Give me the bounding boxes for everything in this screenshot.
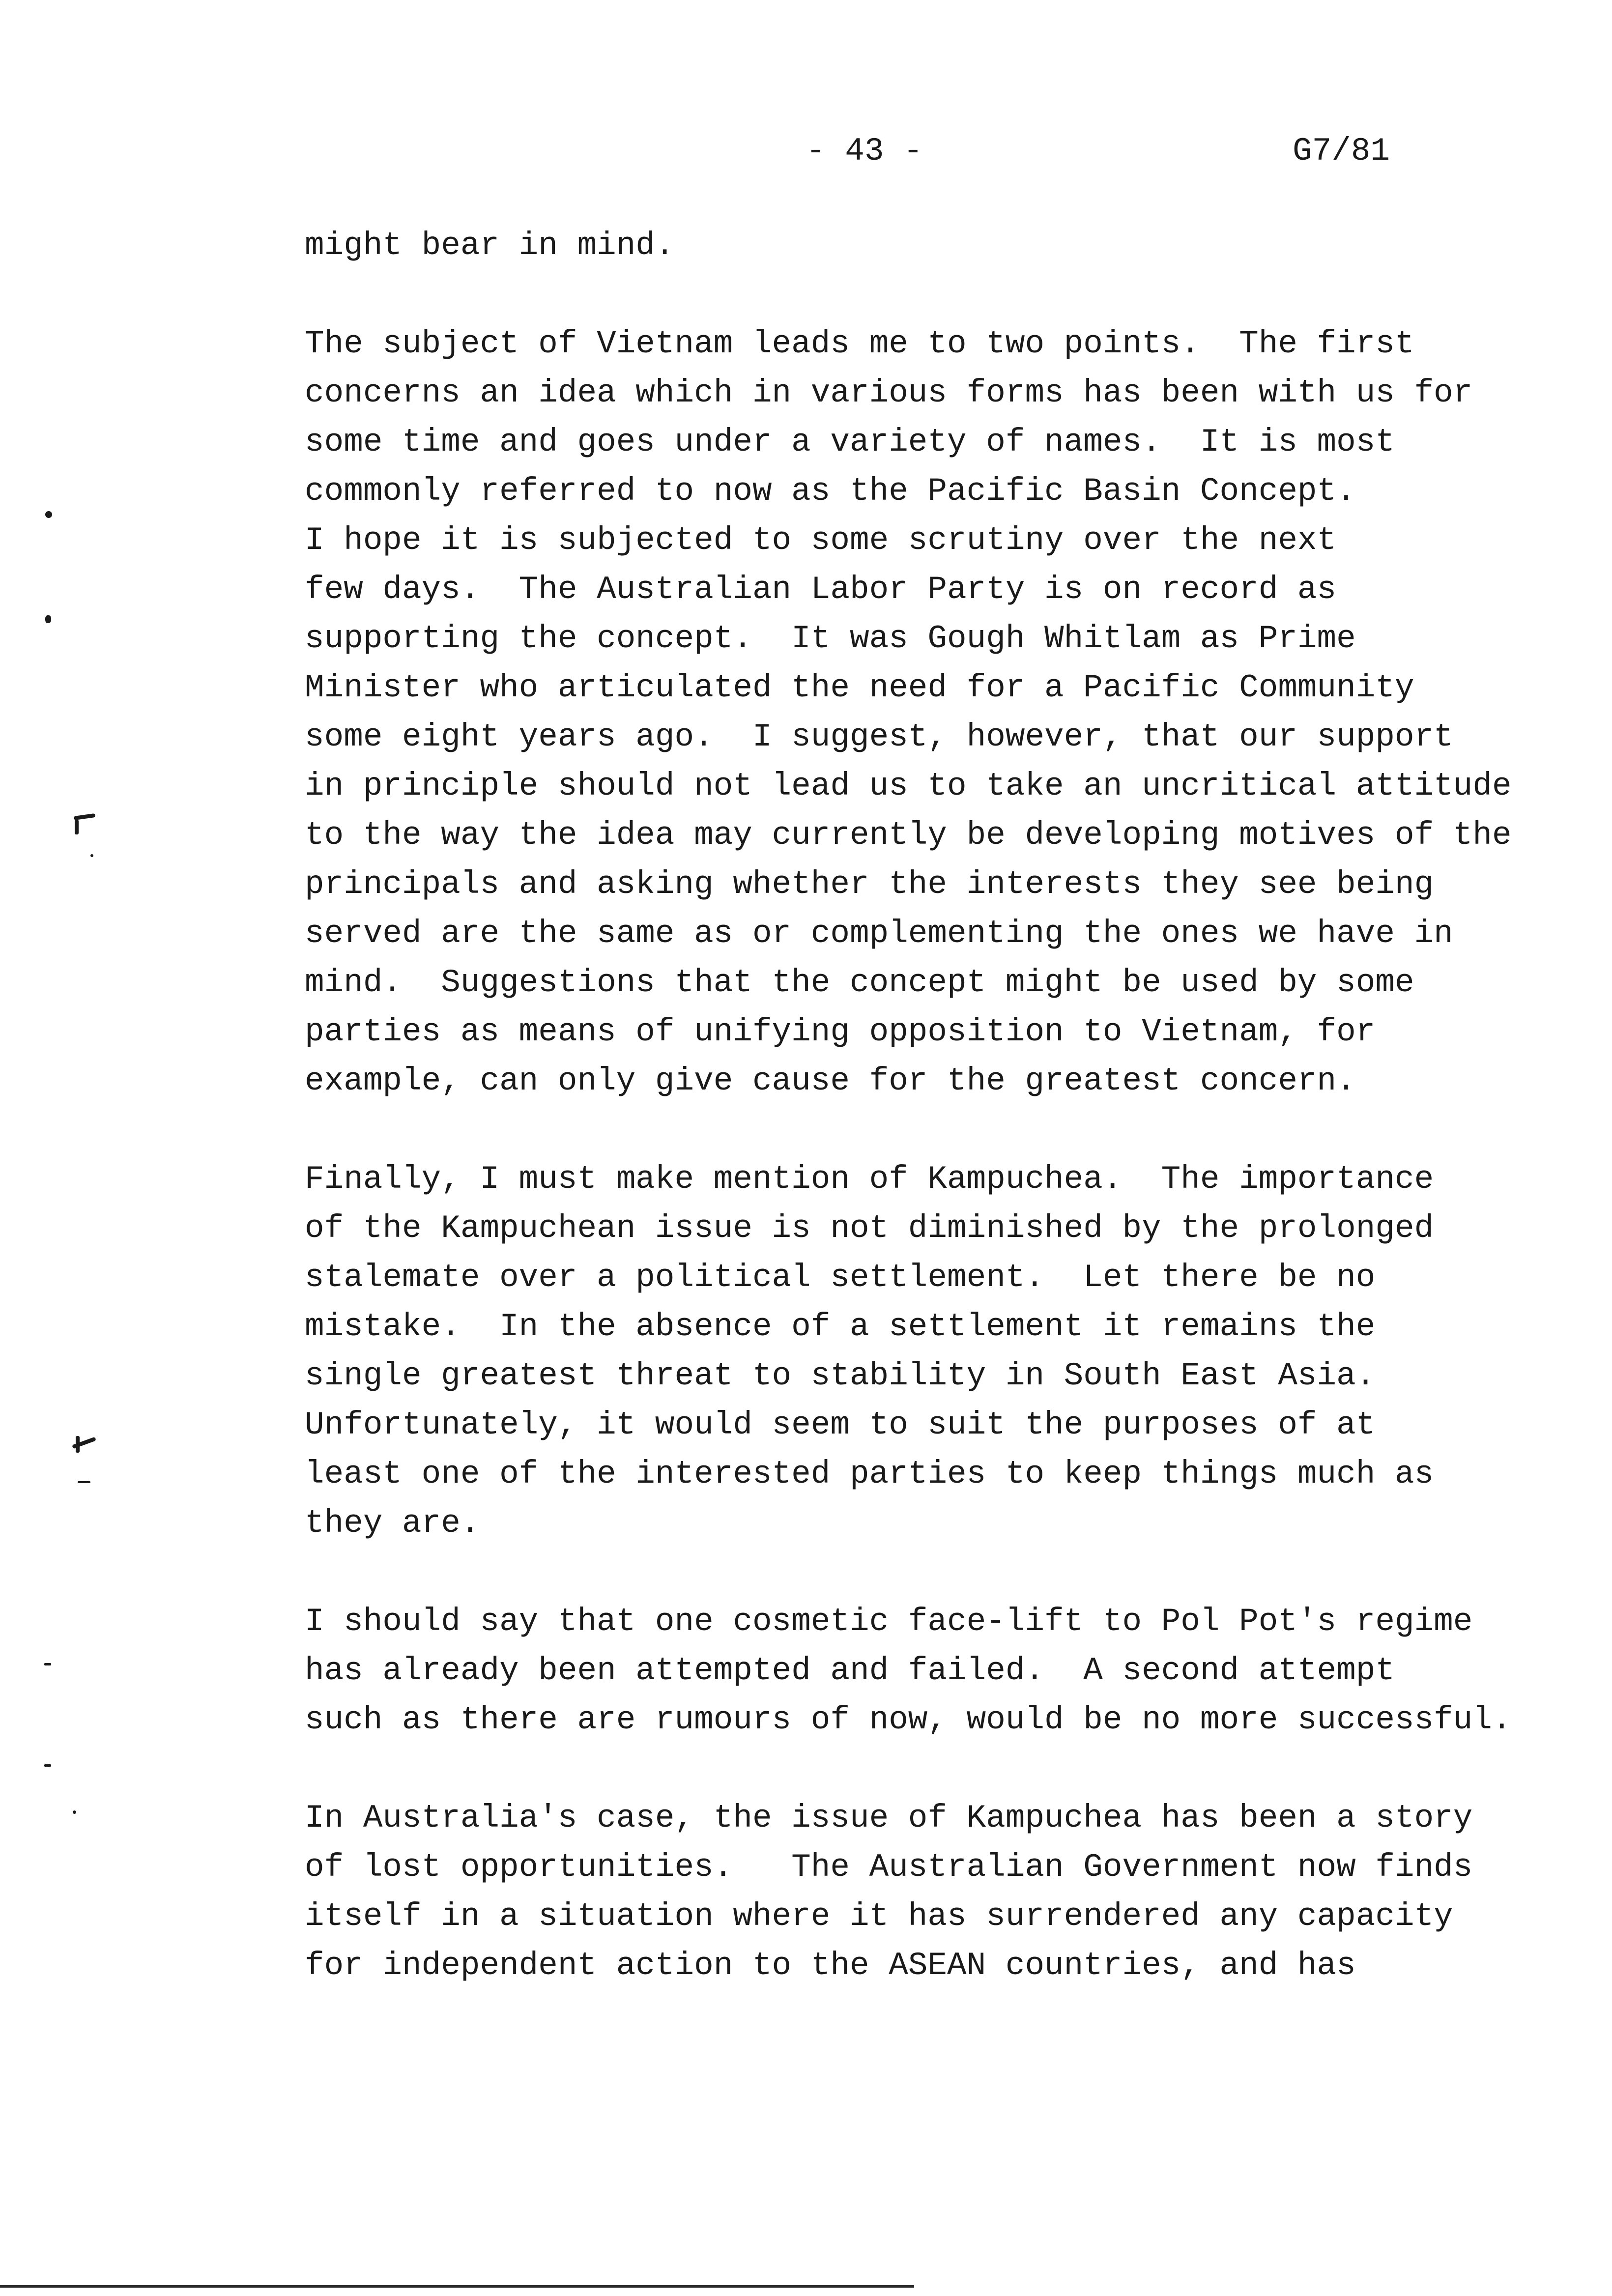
text-line: In Australia's case, the issue of Kampuchea has been a story <box>305 1800 1473 1837</box>
text-line: single greatest threat to stability in South East Asia. <box>305 1357 1376 1394</box>
text-line: to the way the idea may currently be developing motives of the <box>305 817 1512 854</box>
text-line: of the Kampuchean issue is not diminished by the prolonged <box>305 1210 1434 1247</box>
text-line: example, can only give cause for the greatest concern. <box>305 1062 1356 1099</box>
paragraph-1 <box>305 221 1563 270</box>
margin-scribble <box>74 813 96 820</box>
text-line: concerns an idea which in various forms has been with us for <box>305 374 1473 411</box>
text-line: has already been attempted and failed. A second attempt <box>305 1652 1395 1689</box>
text-line: mistake. In the absence of a settlement it remains the <box>305 1308 1376 1345</box>
body-text <box>305 221 1563 1990</box>
margin-dot <box>45 615 51 623</box>
text-line: least one of the interested parties to keep things much as <box>305 1456 1434 1492</box>
bottom-rule <box>0 2285 914 2288</box>
margin-dot <box>45 511 52 518</box>
text-line: mind. Suggestions that the concept might be used by some <box>305 964 1414 1001</box>
margin-dash <box>44 1663 51 1665</box>
text-line: itself in a situation where it has surrendered any capacity <box>305 1898 1453 1935</box>
text-line: some eight years ago. I suggest, however, that our support <box>305 718 1453 755</box>
margin-dash <box>78 1481 90 1483</box>
margin-scribble <box>76 1436 80 1453</box>
text-line: I should say that one cosmetic face-lift to Pol Pot's regime <box>305 1603 1473 1640</box>
document-reference: G7/81 <box>1293 133 1390 170</box>
page-number: - 43 - <box>806 133 923 170</box>
text-line: commonly referred to now as the Pacific Basin Concept. <box>305 473 1356 510</box>
text-line: in principle should not lead us to take an uncritical attitude <box>305 768 1512 804</box>
paragraph-3 <box>305 1155 1563 1548</box>
margin-dot <box>73 1810 76 1814</box>
text-line: stalemate over a political settlement. Let there be no <box>305 1259 1376 1296</box>
margin-dash <box>44 1764 51 1767</box>
text-line: they are. <box>305 1505 480 1542</box>
text-line: might bear in mind. <box>305 227 675 264</box>
paragraph-2 <box>305 319 1563 1106</box>
text-line: some time and goes under a variety of names. It is most <box>305 424 1395 460</box>
text-line: parties as means of unifying opposition to Vietnam, for <box>305 1013 1376 1050</box>
text-line: Minister who articulated the need for a Pacific Community <box>305 669 1414 706</box>
text-line: few days. The Australian Labor Party is on record as <box>305 571 1337 608</box>
text-line: principals and asking whether the interests they see being <box>305 866 1434 903</box>
paragraph-4 <box>305 1597 1563 1745</box>
text-line: Unfortunately, it would seem to suit the purposes of at <box>305 1406 1376 1443</box>
text-line: such as there are rumours of now, would be no more successful. <box>305 1701 1512 1738</box>
text-line: Finally, I must make mention of Kampuchea. The importance <box>305 1161 1434 1198</box>
text-line: The subject of Vietnam leads me to two points. The first <box>305 325 1414 362</box>
margin-dot <box>90 854 93 857</box>
text-line: of lost opportunities. The Australian Government now finds <box>305 1849 1473 1886</box>
margin-scribble <box>75 820 79 834</box>
text-line: supporting the concept. It was Gough Whitlam as Prime <box>305 620 1356 657</box>
text-line: I hope it is subjected to some scrutiny over the next <box>305 522 1337 559</box>
text-line: for independent action to the ASEAN countries, and has <box>305 1947 1356 1984</box>
text-line: served are the same as or complementing the ones we have in <box>305 915 1453 952</box>
paragraph-5 <box>305 1794 1563 1990</box>
